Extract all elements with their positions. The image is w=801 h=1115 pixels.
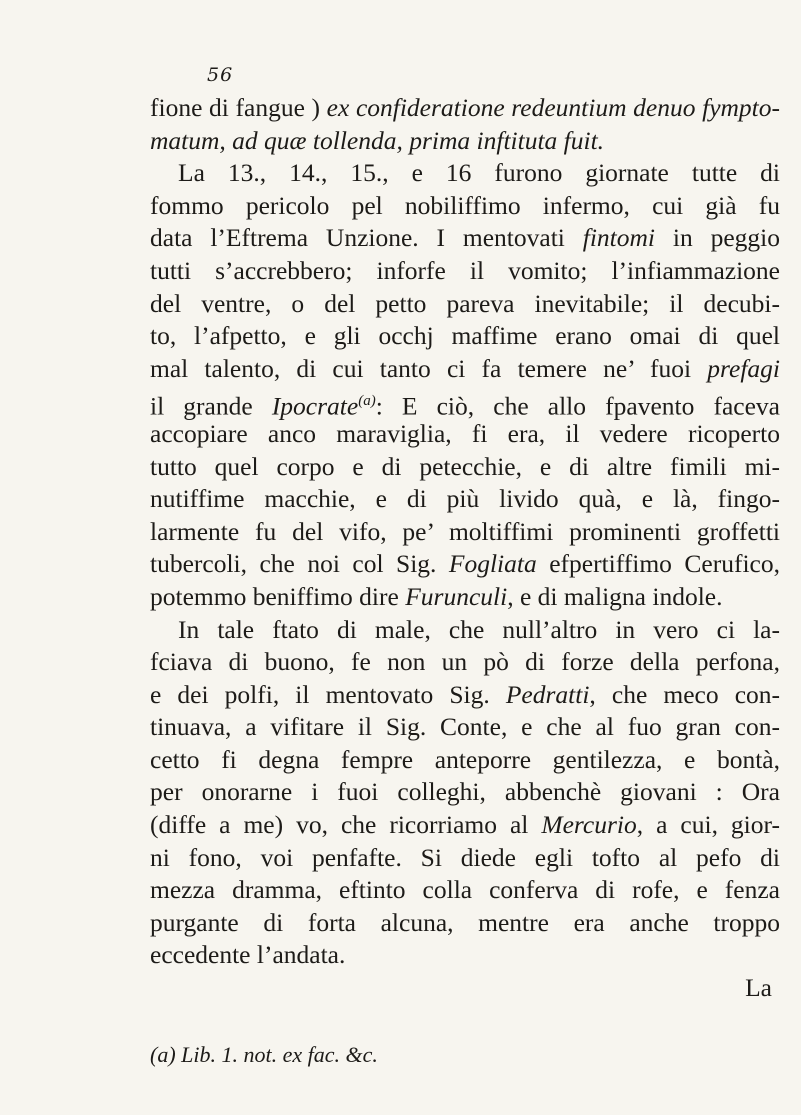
text-segment: Mercurio [541, 810, 637, 840]
text-segment: ni fono, voi penfafte. Si diede egli tofto al pefo di [150, 842, 780, 872]
text-line [150, 614, 780, 647]
text-segment: larmente fu del vifo, pe’ moltiffimi prominenti groffetti [150, 516, 780, 546]
text-line [150, 679, 780, 712]
text-segment: tutti s’accrebbero; inforfe il vomito; l’infiammazione [150, 255, 780, 285]
text-segment: in peggio [655, 223, 780, 253]
page-number: 56 [207, 64, 234, 86]
text-segment: per onorarne i fuoi colleghi, abbenchè giovani : Ora [150, 777, 780, 807]
text-segment: fintomi [582, 223, 655, 253]
text-segment: fommo pericolo pel nobiliffimo infermo, cui già fu [150, 190, 780, 220]
text-line [150, 92, 780, 125]
text-line [150, 288, 780, 321]
text-line [150, 776, 780, 809]
text-segment: fione di fangue ) [150, 93, 327, 122]
text-segment: e dei polfi, il mentovato Sig. [150, 679, 506, 709]
text-segment: tinuava, a vifitare il Sig. Conte, e che al fuo gran con- [150, 712, 780, 742]
text-line [150, 581, 780, 614]
text-line [150, 516, 780, 549]
text-line [150, 646, 780, 679]
text-segment: fciava di buono, fe non un pò di forze della perfona, [150, 647, 780, 677]
text-segment: , che meco con- [589, 679, 781, 709]
text-segment: Pedratti [505, 679, 590, 709]
footnote: (a) Lib. 1. not. ex fac. &c. [150, 1042, 378, 1067]
text-line [150, 907, 780, 940]
text-line [150, 483, 780, 516]
text-segment: Furunculi [405, 581, 508, 611]
text-segment: (diffe a me) vo, che ricorriamo al [150, 810, 542, 840]
text-segment: data l’Eftrema Unzione. I mentovati [150, 223, 583, 253]
text-segment: potemmo beniffimo dire [150, 581, 406, 611]
text-line [150, 190, 780, 223]
text-segment: , e di maligna indole. [507, 581, 723, 611]
text-segment: Fogliata [448, 549, 537, 579]
text-line [150, 874, 780, 907]
text-segment: eccedente l’andata. [150, 940, 346, 970]
text-line [150, 842, 780, 875]
text-line [150, 418, 780, 451]
text-segment: ex confideratione redeuntium denuo fympto- [326, 93, 780, 122]
text-line [150, 353, 780, 386]
text-segment: , a cui, gior- [636, 810, 780, 840]
text-line [150, 744, 780, 777]
text-line [150, 711, 780, 744]
text-segment: mezza dramma, eftinto colla conferva di rofe, e fenza [150, 875, 780, 905]
text-line [150, 972, 780, 1005]
text-segment: prefagi [707, 353, 780, 383]
text-line [150, 451, 780, 484]
text-segment: purgante di forta alcuna, mentre era anche troppo [150, 907, 780, 937]
text-line [150, 320, 780, 353]
body-text [150, 92, 780, 1005]
text-segment: In tale ftato di male, che null’altro in vero ci la- [178, 614, 780, 644]
text-line [150, 222, 780, 255]
text-line [150, 385, 780, 421]
text-segment: matum, ad quæ tollenda, prima inftituta fuit. [150, 125, 605, 155]
text-segment: : E ciò, che allo fpavento faceva [375, 391, 780, 421]
text-segment: efpertiffimo Cerufico, [536, 549, 780, 579]
text-segment: accopiare anco maraviglia, fi era, il vedere ricoperto [150, 418, 780, 448]
text-segment: cetto fi degna fempre anteporre gentilezza, e bontà, [150, 744, 780, 774]
text-segment: nutiffime macchie, e di più livido quà, e là, fingo- [150, 484, 780, 514]
text-segment: to, l’afpetto, e gli occhj maffime erano omai di quel [150, 321, 780, 351]
text-line [150, 125, 780, 158]
text-segment: il grande [150, 391, 272, 421]
text-line [150, 809, 780, 842]
text-line [150, 548, 780, 581]
text-segment: del ventre, o del petto pareva inevitabile; il decubi- [150, 288, 780, 318]
text-segment: (a) [358, 393, 376, 410]
text-segment: tutto quel corpo e di petecchie, e di altre fimili mi- [150, 451, 780, 481]
text-segment: tubercoli, che noi col Sig. [150, 549, 449, 579]
text-segment: mal talento, di cui tanto ci fa temere ne’ fuoi [150, 353, 708, 383]
text-segment: La [745, 973, 772, 1003]
text-line [150, 157, 780, 190]
text-segment: Ipocrate [271, 391, 359, 421]
text-line [150, 255, 780, 288]
text-segment: La 13., 14., 15., e 16 furono giornate tutte di [178, 158, 780, 188]
text-line [150, 939, 780, 972]
